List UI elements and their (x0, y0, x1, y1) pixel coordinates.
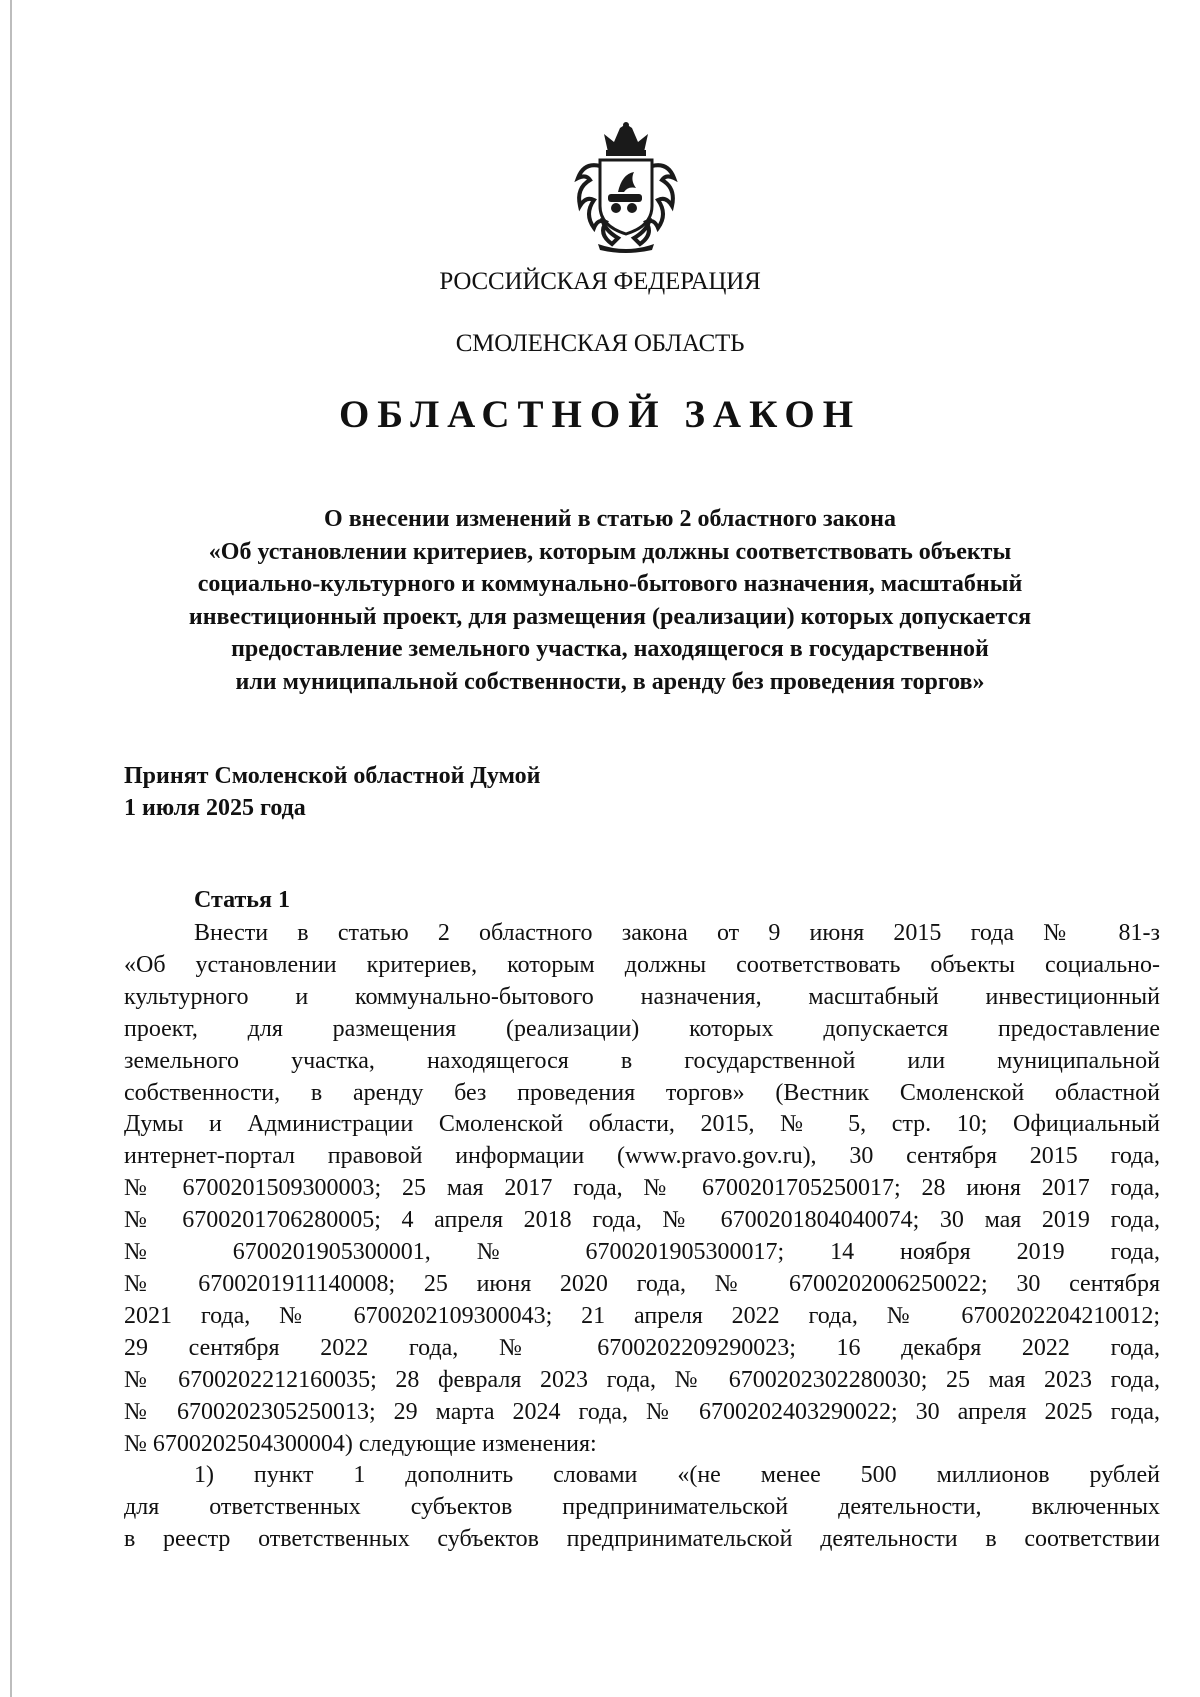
body-line: культурного и коммунально-бытового назначения, масштабный инвестиционный (124, 983, 1160, 1010)
country-name: РОССИЙСКАЯ ФЕДЕРАЦИЯ (439, 268, 761, 295)
law-title-line: социально-культурного и коммунально-бытового назначения, масштабный (197, 571, 1023, 597)
law-title-line: инвестиционный проект, для размещения (реализации) которых допускается (188, 603, 1032, 630)
region-name: СМОЛЕНСКАЯ ОБЛАСТЬ (455, 330, 745, 357)
law-title-line: «Об установлении критериев, которым должны соответствовать объекты (208, 538, 1012, 565)
article-title: Статья 1 (194, 887, 290, 913)
law-title-line: или муниципальной собственности, в аренду без проведения торгов» (235, 668, 985, 695)
law-title-line: предоставление земельного участка, находящегося в государственной (231, 636, 989, 662)
body-line: проект, для размещения (реализации) которых допускается предоставление (124, 1015, 1160, 1042)
body-line: 29 сентября 2022 года, № 6700202209290023; 16 декабря 2022 года, (124, 1334, 1160, 1361)
body-line: в реестр ответственных субъектов предпринимательской деятельности в соответствии (124, 1526, 1160, 1553)
body-line: земельного участка, находящегося в государственной или муниципальной (124, 1047, 1160, 1074)
body-line: № 6700202212160035; 28 февраля 2023 года, № 6700202302280030; 25 мая 2023 года, (124, 1366, 1160, 1393)
document-type: ОБЛАСТНОЙ ЗАКОН (338, 393, 862, 436)
body-line: интернет-портал правовой информации (www.pravo.gov.ru), 30 сентября 2015 года, (124, 1143, 1160, 1170)
body-line: № 6700201706280005; 4 апреля 2018 года, № 6700201804040074; 30 мая 2019 года, (124, 1207, 1160, 1234)
law-title (120, 503, 1100, 698)
adoption-info (124, 760, 540, 824)
body-line: № 6700201911140008; 25 июня 2020 года, № 6700202006250022; 30 сентября (124, 1270, 1160, 1297)
scan-edge (10, 0, 12, 1697)
body-line: № 6700201509300003; 25 мая 2017 года, № 6700201705250017; 28 июня 2017 года, (124, 1175, 1160, 1202)
body-line: № 6700201905300001, № 6700201905300017; 14 ноября 2019 года, (124, 1239, 1160, 1266)
article-body (124, 918, 1160, 1556)
body-line: Внести в статью 2 областного закона от 9 июня 2015 года № 81-з (194, 920, 1160, 946)
body-line: для ответственных субъектов предпринимательской деятельности, включенных (124, 1494, 1160, 1521)
body-line: 1) пункт 1 дополнить словами «(не менее 500 миллионов рублей (194, 1462, 1160, 1489)
smolensk-coat-of-arms-icon (564, 122, 688, 254)
body-line: «Об установлении критериев, которым должны соответствовать объекты социально- (124, 951, 1160, 978)
body-line: № 6700202504300004) следующие изменения: (124, 1430, 597, 1457)
body-line: собственности, в аренду без проведения торгов» (Вестник Смоленской областной (124, 1079, 1160, 1106)
adopted-by: Принят Смоленской областной Думой (124, 763, 541, 789)
body-line: 2021 года, № 6700202109300043; 21 апреля 2022 года, № 6700202204210012; (124, 1302, 1160, 1329)
body-line: № 6700202305250013; 29 марта 2024 года, № 6700202403290022; 30 апреля 2025 года, (124, 1398, 1160, 1425)
adoption-date: 1 июля 2025 года (124, 795, 306, 821)
body-line: Думы и Администрации Смоленской области, 2015, № 5, стр. 10; Официальный (124, 1111, 1160, 1138)
law-title-line: О внесении изменений в статью 2 областного закона (324, 506, 896, 532)
